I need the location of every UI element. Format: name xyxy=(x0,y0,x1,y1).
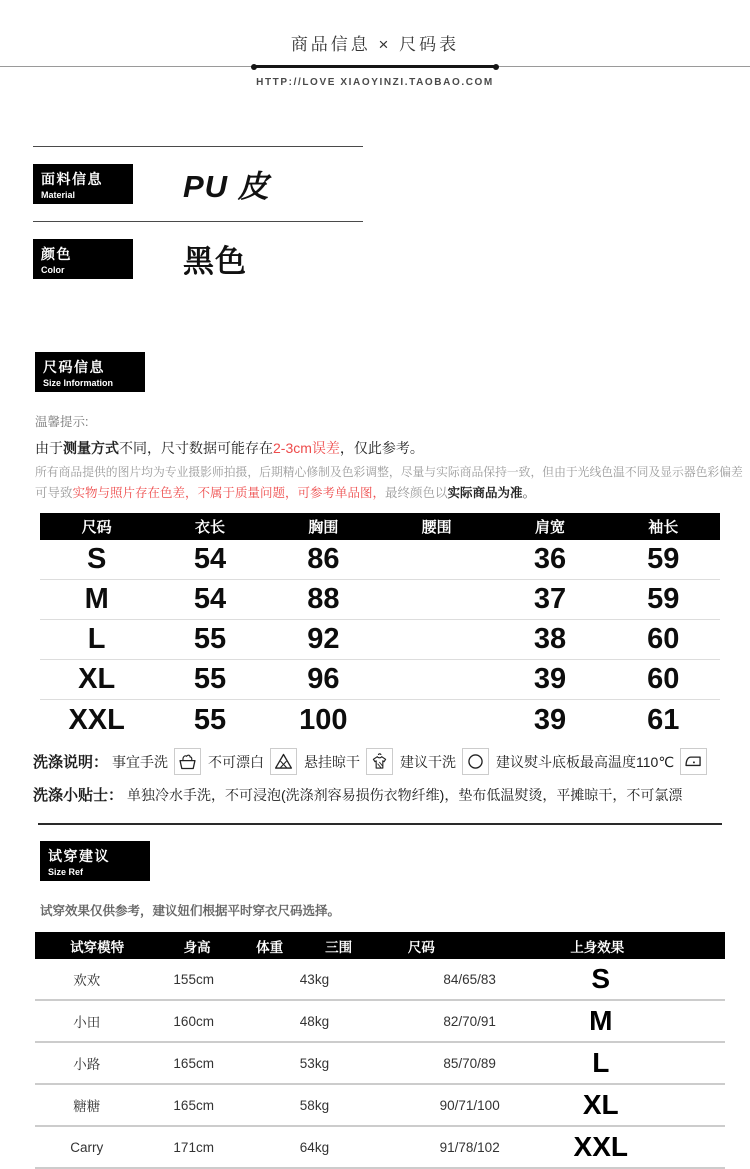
table-row xyxy=(40,580,720,620)
model-table xyxy=(35,932,725,1169)
wash-item-iron xyxy=(496,748,714,775)
wash-item-handwash xyxy=(112,748,208,775)
page-title: 商品信息 × 尺码表 xyxy=(290,35,460,54)
model-name: 小田 xyxy=(73,1015,101,1030)
tip-title: 温馨提示: xyxy=(35,415,89,429)
model-measurements: 90/71/100 xyxy=(439,1097,500,1113)
column-header-height: 身高 xyxy=(183,939,211,955)
color-label xyxy=(33,239,133,279)
model-measurements: 91/78/102 xyxy=(439,1139,500,1155)
table-cell: XXL xyxy=(68,703,125,736)
table-cell: 54 xyxy=(193,583,227,615)
model-height: 165cm xyxy=(173,1055,214,1071)
table-cell: 37 xyxy=(533,583,567,615)
wash-item-text: 悬挂晾干 xyxy=(304,753,361,770)
material-value: PU 皮 xyxy=(183,169,270,204)
table-cell: 60 xyxy=(647,663,680,695)
size-ref-section xyxy=(40,841,750,919)
size-info-label xyxy=(35,352,145,392)
tip-line-2: 所有商品提供的图片均为专业摄影师拍摄，后期精心修制及色彩调整，尽量与实际商品保持一致，但由于光线色温不同及显示器色彩偏差 xyxy=(35,465,743,479)
material-row xyxy=(33,147,363,221)
table-row xyxy=(40,700,720,740)
size-ref-note: 试穿效果仅供参考，建议妞们根据平时穿衣尺码选择。 xyxy=(40,904,341,918)
size-ref-label-en: Size Ref xyxy=(48,867,84,877)
tip1-c: 不同，尺寸数据可能存在 xyxy=(119,440,273,456)
table-cell: S xyxy=(86,543,107,575)
model-row xyxy=(35,1043,725,1085)
header-divider xyxy=(0,65,750,69)
section-divider xyxy=(38,823,722,825)
model-height: 171cm xyxy=(173,1139,214,1155)
tip3-a: 可导致 xyxy=(35,486,73,500)
column-header-waist: 腰围 xyxy=(421,519,452,536)
table-cell: 59 xyxy=(647,543,680,575)
table-cell: 88 xyxy=(307,583,340,615)
model-size: L xyxy=(592,1047,610,1078)
model-height: 160cm xyxy=(173,1013,214,1029)
model-measurements: 84/65/83 xyxy=(443,971,496,987)
table-cell: 36 xyxy=(533,543,567,575)
tip3-b: 最终颜色以 xyxy=(385,486,448,500)
tip1-d: ，仅此参考。 xyxy=(339,440,424,456)
washing-instructions xyxy=(33,748,750,775)
model-row xyxy=(35,959,725,1001)
model-row xyxy=(35,1001,725,1043)
tip3-c: 实际商品为准 xyxy=(447,486,523,500)
model-size: M xyxy=(589,1005,613,1036)
header-divider-accent xyxy=(255,65,495,68)
size-ref-label-cn: 试穿建议 xyxy=(48,848,110,864)
iron-icon xyxy=(680,748,707,775)
model-name: 糖糖 xyxy=(73,1099,101,1114)
table-row xyxy=(40,540,720,580)
size-info-label-en: Size Information xyxy=(43,378,114,388)
washing-tips-label: 洗涤小贴士： xyxy=(33,787,124,804)
model-weight: 53kg xyxy=(299,1055,330,1071)
handwash-icon xyxy=(174,748,201,775)
table-cell: 39 xyxy=(533,663,567,695)
model-measurements: 82/70/91 xyxy=(443,1013,496,1029)
model-size: XL xyxy=(582,1089,619,1120)
table-cell: 38 xyxy=(533,623,567,655)
table-cell: 60 xyxy=(647,623,680,655)
column-header-length: 衣长 xyxy=(194,519,225,536)
table-cell: 39 xyxy=(533,703,567,736)
no-bleach-icon xyxy=(270,748,297,775)
model-size: S xyxy=(591,963,611,994)
model-size: XXL xyxy=(573,1131,628,1162)
column-header-bust: 胸围 xyxy=(308,519,339,536)
table-row xyxy=(40,620,720,660)
material-label-en: Material xyxy=(41,189,76,200)
column-header-model: 试穿模特 xyxy=(70,939,125,955)
hang-dry-icon xyxy=(366,748,393,775)
model-weight: 58kg xyxy=(299,1097,330,1113)
tip3-d: 。 xyxy=(522,486,536,500)
table-cell: 55 xyxy=(193,703,227,736)
table-cell: 61 xyxy=(647,703,680,736)
tip-line-1 xyxy=(35,438,750,458)
column-header-weight: 体重 xyxy=(256,939,284,955)
size-table xyxy=(40,513,720,740)
column-header-sleeve: 袖长 xyxy=(648,519,679,536)
color-label-cn: 颜色 xyxy=(41,245,72,262)
size-info-label-cn: 尺码信息 xyxy=(43,359,105,375)
column-header-shoulder: 肩宽 xyxy=(534,519,565,536)
store-url: HTTP://LOVE XIAOYINZI.TAOBAO.COM xyxy=(256,77,494,88)
column-header-measurements: 三围 xyxy=(325,939,353,955)
table-cell: 96 xyxy=(307,663,340,695)
model-weight: 64kg xyxy=(299,1139,330,1155)
color-row xyxy=(33,221,363,296)
wash-item-text: 不可漂白 xyxy=(208,753,265,770)
table-row xyxy=(40,660,720,700)
page-header xyxy=(0,0,750,88)
model-name: 小路 xyxy=(73,1057,101,1072)
wash-item-text: 事宜手洗 xyxy=(112,753,169,770)
model-name: Carry xyxy=(70,1139,104,1155)
table-cell: 92 xyxy=(307,623,340,655)
model-row xyxy=(35,1085,725,1127)
wash-item-dry-clean xyxy=(400,748,496,775)
table-cell: M xyxy=(84,583,109,615)
tip1-a: 由于 xyxy=(35,440,63,456)
column-header-size: 尺码 xyxy=(407,939,435,955)
table-cell: 86 xyxy=(307,543,340,575)
dry-clean-icon xyxy=(462,748,489,775)
material-color-section xyxy=(33,146,363,296)
table-cell: L xyxy=(87,623,106,655)
model-height: 165cm xyxy=(173,1097,214,1113)
model-table-header xyxy=(35,932,725,959)
table-cell: 55 xyxy=(193,663,227,695)
tip-line-3 xyxy=(35,483,750,501)
washing-label: 洗涤说明： xyxy=(33,754,109,771)
model-name: 欢欢 xyxy=(73,973,101,988)
wash-item-hang-dry xyxy=(304,748,400,775)
material-label xyxy=(33,164,133,204)
washing-tips xyxy=(33,784,750,805)
column-header-size: 尺码 xyxy=(81,519,112,536)
model-row xyxy=(35,1127,725,1169)
table-cell: 59 xyxy=(647,583,680,615)
wash-item-text: 建议熨斗底板最高温度110℃ xyxy=(496,753,675,770)
tip3-red: 实物与照片存在色差，不属于质量问题，可参考单品图， xyxy=(72,486,386,500)
washing-tips-text: 单独冷水手洗，不可浸泡(洗涤剂容易损伤衣物纤维)，垫布低温熨烫，平摊晾干，不可氯漂 xyxy=(127,787,683,803)
color-value: 黑色 xyxy=(183,244,247,279)
table-cell: XL xyxy=(78,663,116,695)
color-label-en: Color xyxy=(41,264,65,275)
tip1-red: 2-3cm误差 xyxy=(273,440,340,456)
table-cell: 55 xyxy=(193,623,227,655)
model-weight: 48kg xyxy=(299,1013,330,1029)
model-measurements: 85/70/89 xyxy=(443,1055,496,1071)
size-table-header xyxy=(40,513,720,540)
material-label-cn: 面料信息 xyxy=(41,170,103,187)
wash-item-text: 建议干洗 xyxy=(400,753,457,770)
model-height: 155cm xyxy=(173,971,214,987)
wash-item-no-bleach xyxy=(208,748,304,775)
tip1-b: 测量方式 xyxy=(63,440,119,456)
table-cell: 54 xyxy=(193,543,227,575)
column-header-fit: 上身效果 xyxy=(570,939,625,955)
table-cell: 100 xyxy=(299,703,348,736)
model-weight: 43kg xyxy=(299,971,330,987)
size-info-section xyxy=(35,352,750,501)
size-ref-label xyxy=(40,841,150,881)
